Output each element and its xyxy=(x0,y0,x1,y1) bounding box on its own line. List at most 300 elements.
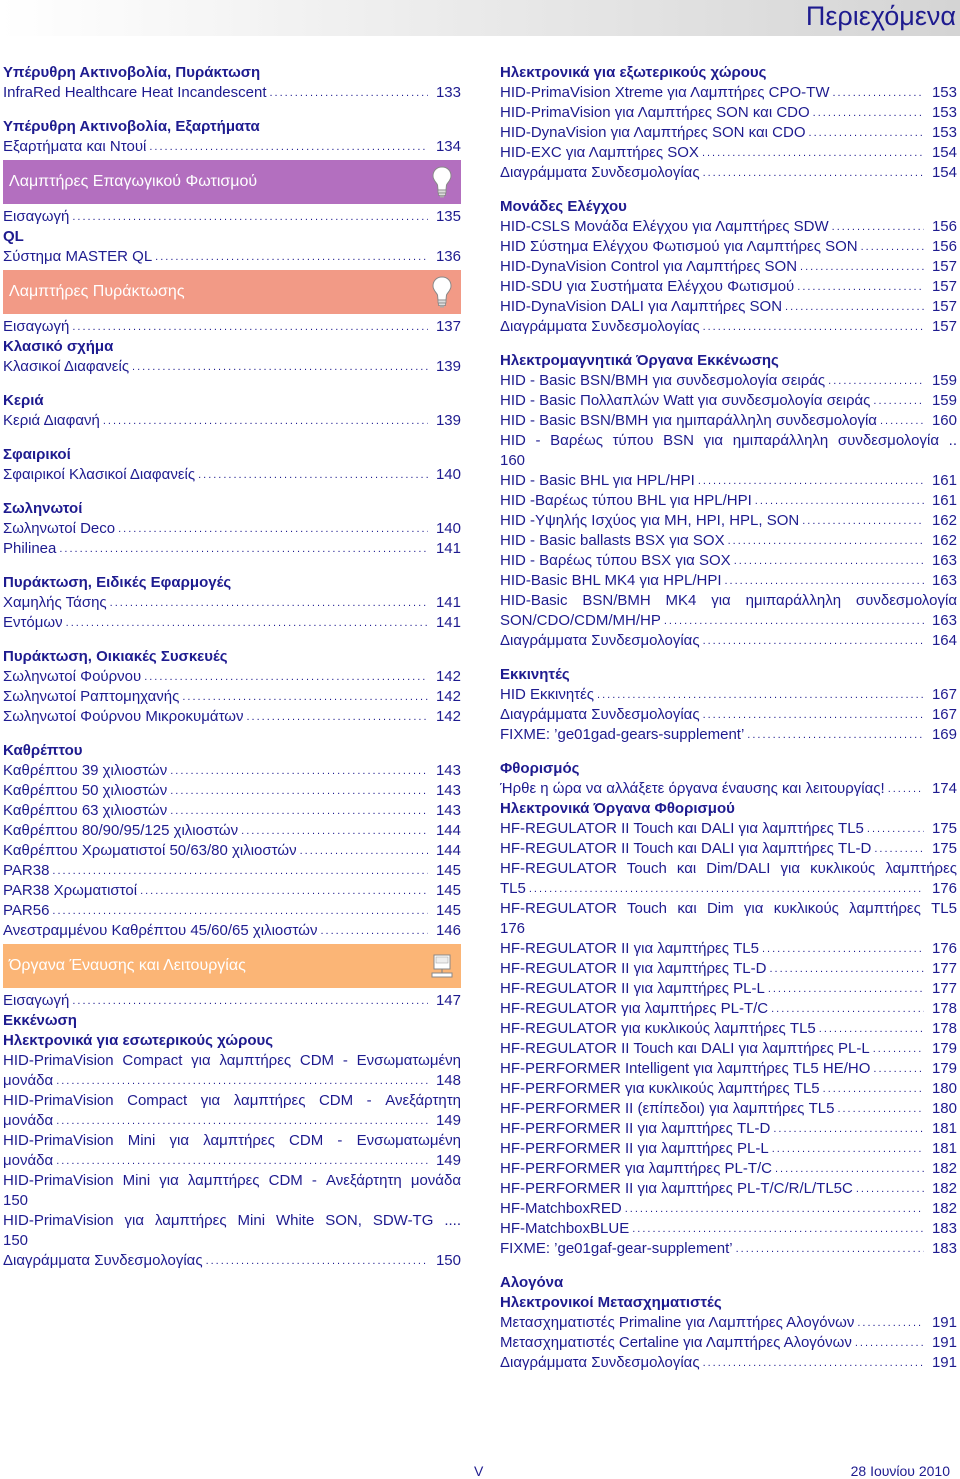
toc-entry-page: 143 xyxy=(435,762,461,779)
toc-entry-page: 153 xyxy=(931,84,957,101)
dot-leader xyxy=(118,519,428,539)
dot-leader xyxy=(785,297,924,317)
dot-leader xyxy=(819,1019,924,1039)
dot-leader xyxy=(59,539,428,559)
toc-entry[interactable] xyxy=(500,551,957,571)
dot-leader xyxy=(52,861,428,881)
toc-entry[interactable] xyxy=(500,779,957,799)
toc-entry-page: 182 xyxy=(931,1180,957,1197)
dot-leader xyxy=(800,257,924,277)
toc-entry-title: FIXME: ’ge01gad-gears-supplement’ xyxy=(500,726,745,743)
dot-leader xyxy=(703,705,924,725)
toc-entry-wrapped-line[interactable]: HID - Βαρέως τύπου BSN για ημιπαράλληλη συνδεσμολογία .. xyxy=(500,432,957,449)
dot-leader xyxy=(703,631,924,651)
toc-entry[interactable] xyxy=(500,1139,957,1159)
toc-entry-title: HID-PrimaVision για Λαμπτήρες SON και CDO xyxy=(500,104,810,121)
chapter-band[interactable] xyxy=(3,270,461,314)
toc-entry[interactable] xyxy=(500,531,957,551)
section-heading: Υπέρυθρη Ακτινοβολία, Εξαρτήματα xyxy=(3,118,260,135)
toc-entry-title: HF-REGULATOR II για λαμπτήρες TL-D xyxy=(500,960,767,977)
toc-entry-title: HID-SDU για Συστήματα Ελέγχου Φωτισμού xyxy=(500,278,795,295)
toc-left-column xyxy=(3,63,461,1271)
toc-entry-page: 163 xyxy=(931,552,957,569)
toc-entry-title: PAR38 Χρωματιστοί xyxy=(3,882,138,899)
dot-leader xyxy=(813,103,924,123)
toc-entry[interactable] xyxy=(3,137,461,157)
toc-entry-page: 149 xyxy=(435,1152,461,1169)
section-heading: Σωληνωτοί xyxy=(3,500,83,517)
toc-entry[interactable] xyxy=(500,1179,957,1199)
toc-entry-title: HF-REGULATOR για κυκλικούς λαμπτήρες TL5 xyxy=(500,1020,816,1037)
toc-entry-title: HID - Basic ballasts BSX για SOX xyxy=(500,532,725,549)
toc-entry[interactable] xyxy=(3,317,461,337)
toc-entry-page: 141 xyxy=(435,614,461,631)
toc-entry[interactable] xyxy=(500,879,957,899)
toc-entry-title: HID Εκκινητές xyxy=(500,686,595,703)
toc-entry-title: Καθρέπτου 80/90/95/125 χιλιοστών xyxy=(3,822,239,839)
dot-leader xyxy=(736,1239,924,1259)
dot-leader xyxy=(888,779,924,799)
dot-leader xyxy=(856,1179,924,1199)
toc-entry[interactable] xyxy=(3,593,461,613)
dot-leader xyxy=(728,531,924,551)
toc-entry[interactable] xyxy=(500,1159,957,1179)
toc-entry-title: SON/CDO/CDM/MH/HP xyxy=(500,612,661,629)
toc-entry-title: Διαγράμματα Συνδεσμολογίας xyxy=(3,1252,203,1269)
toc-entry-page: 163 xyxy=(931,572,957,589)
toc-entry[interactable] xyxy=(3,1071,461,1091)
toc-entry[interactable] xyxy=(500,1099,957,1119)
page-number: V xyxy=(474,1463,484,1479)
toc-entry[interactable] xyxy=(500,1239,957,1259)
dot-leader xyxy=(861,237,924,257)
toc-entry-title: HID-CSLS Μονάδα Ελέγχου για Λαμπτήρες SDW xyxy=(500,218,829,235)
toc-entry-title: HF-PERFORMER για κυκλικούς λαμπτήρες TL5 xyxy=(500,1080,820,1097)
dot-leader xyxy=(52,901,428,921)
toc-entry[interactable] xyxy=(500,1219,957,1239)
toc-entry-page: 160 xyxy=(931,412,957,429)
toc-entry[interactable] xyxy=(3,861,461,881)
toc-entry-title: HID-DynaVision DALI για Λαμπτήρες SON xyxy=(500,298,783,315)
light-bulb-icon xyxy=(429,164,455,200)
toc-entry-wrapped-line[interactable]: HID-PrimaVision Mini για λαμπτήρες CDM - Ανεξάρτητη μονάδα xyxy=(3,1172,461,1189)
toc-entry-page: 162 xyxy=(931,532,957,549)
toc-entry-title: HF-MatchboxRED xyxy=(500,1200,622,1217)
toc-entry[interactable] xyxy=(500,839,957,859)
toc-entry-title: Ήρθε η ώρα να αλλάξετε όργανα έναυσης και λειτουργίας! xyxy=(500,780,885,797)
toc-entry[interactable] xyxy=(3,357,461,377)
toc-entry-title: HID - Basic BHL για HPL/HPI xyxy=(500,472,695,489)
toc-entry-page: 162 xyxy=(931,512,957,529)
toc-entry-title: Κλασικοί Διαφανείς xyxy=(3,358,130,375)
dot-leader xyxy=(773,1119,924,1139)
toc-entry[interactable] xyxy=(3,465,461,485)
toc-entry-title: HID-DynaVision Control για Λαμπτήρες SON xyxy=(500,258,798,275)
toc-entry[interactable] xyxy=(500,411,957,431)
toc-entry-title: FIXME: ’ge01gaf-gear-supplement’ xyxy=(500,1240,733,1257)
spacer xyxy=(500,745,957,759)
dot-leader xyxy=(632,1219,924,1239)
spacer xyxy=(500,183,957,197)
spacer xyxy=(3,485,461,499)
toc-entry-page: 154 xyxy=(931,144,957,161)
toc-entry[interactable] xyxy=(500,725,957,745)
toc-entry[interactable] xyxy=(3,781,461,801)
dot-leader xyxy=(149,137,428,157)
toc-entry[interactable] xyxy=(500,979,957,999)
toc-entry-page: 141 xyxy=(435,540,461,557)
dot-leader xyxy=(56,1071,428,1091)
spacer xyxy=(3,633,461,647)
dot-leader xyxy=(597,685,924,705)
toc-entry-page: 147 xyxy=(435,992,461,1009)
dot-leader xyxy=(755,491,924,511)
toc-entry-title: HID-Basic BHL MK4 για HPL/HPI xyxy=(500,572,722,589)
dot-leader xyxy=(170,761,428,781)
dot-leader xyxy=(768,979,924,999)
toc-entry-page: 164 xyxy=(931,632,957,649)
toc-entry-page: 167 xyxy=(931,706,957,723)
toc-entry-page: 140 xyxy=(435,466,461,483)
toc-entry-page: 145 xyxy=(435,882,461,899)
section-heading: Σφαιρικοί xyxy=(3,446,71,463)
dot-leader xyxy=(170,801,428,821)
toc-entry-title: HF-PERFORMER II για λαμπτήρες PL-L xyxy=(500,1140,769,1157)
toc-entry-title: Σωληνωτοί Ραπτομηχανής xyxy=(3,688,180,705)
toc-entry[interactable] xyxy=(500,1353,957,1373)
toc-entry-page: 159 xyxy=(931,392,957,409)
toc-entry[interactable] xyxy=(3,841,461,861)
toc-entry[interactable] xyxy=(3,247,461,267)
toc-entry-title: PAR38 xyxy=(3,862,50,879)
toc-entry[interactable] xyxy=(3,881,461,901)
spacer xyxy=(500,1259,957,1273)
toc-entry[interactable] xyxy=(500,83,957,103)
toc-entry[interactable] xyxy=(500,491,957,511)
toc-entry-page: 153 xyxy=(931,124,957,141)
toc-entry[interactable] xyxy=(500,939,957,959)
dot-leader xyxy=(762,939,924,959)
section-heading: Μονάδες Ελέγχου xyxy=(500,198,627,215)
dot-leader xyxy=(703,1353,924,1373)
toc-entry-page: 159 xyxy=(931,372,957,389)
toc-entry-page: 142 xyxy=(435,668,461,685)
toc-entry-page: 178 xyxy=(931,1020,957,1037)
toc-entry-page: 178 xyxy=(931,1000,957,1017)
toc-entry[interactable] xyxy=(3,761,461,781)
toc-entry-page: 144 xyxy=(435,822,461,839)
toc-entry-page: 163 xyxy=(931,612,957,629)
toc-entry-title: HF-REGULATOR II για λαμπτήρες TL5 xyxy=(500,940,759,957)
toc-entry[interactable] xyxy=(3,991,461,1011)
toc-entry[interactable] xyxy=(3,83,461,103)
toc-entry[interactable] xyxy=(500,1079,957,1099)
toc-entry-page: 145 xyxy=(435,902,461,919)
toc-entry-title: μονάδα xyxy=(3,1152,54,1169)
toc-entry-title: Διαγράμματα Συνδεσμολογίας xyxy=(500,318,700,335)
toc-entry[interactable] xyxy=(500,371,957,391)
dot-leader xyxy=(702,143,924,163)
toc-entry-page: 167 xyxy=(931,686,957,703)
toc-entry-title: HF-REGULATOR II Touch και DALI για λαμπτήρες TL-D xyxy=(500,840,872,857)
toc-entry[interactable] xyxy=(500,511,957,531)
toc-entry[interactable] xyxy=(500,999,957,1019)
dot-leader xyxy=(206,1251,428,1271)
dot-leader xyxy=(867,819,924,839)
dot-leader xyxy=(771,999,924,1019)
toc-entry-title: HF-PERFORMER Intelligent για λαμπτήρες TL5 HE/HO xyxy=(500,1060,871,1077)
chapter-title: Όργανα Έναυσης και Λειτουργίας xyxy=(9,957,246,974)
toc-entry[interactable] xyxy=(3,801,461,821)
toc-entry-title: Εντόμων xyxy=(3,614,63,631)
toc-entry[interactable] xyxy=(500,705,957,725)
toc-entry-title: HID-EXC για Λαμπτήρες SOX xyxy=(500,144,699,161)
toc-entry-title: Σωληνωτοί Deco xyxy=(3,520,116,537)
toc-entry-page: 133 xyxy=(435,84,461,101)
toc-entry-page: 180 xyxy=(931,1080,957,1097)
toc-entry-page: 179 xyxy=(931,1040,957,1057)
toc-entry-page: 146 xyxy=(435,922,461,939)
spacer xyxy=(500,337,957,351)
toc-entry-title: Καθρέπτου Χρωματιστοί 50/63/80 χιλιοστών xyxy=(3,842,297,859)
dot-leader xyxy=(72,207,428,227)
dot-leader xyxy=(747,725,924,745)
toc-entry[interactable] xyxy=(3,207,461,227)
dot-leader xyxy=(797,277,924,297)
toc-entry[interactable] xyxy=(500,1119,957,1139)
dot-leader xyxy=(828,371,924,391)
toc-entry[interactable] xyxy=(500,103,957,123)
toc-entry-title: Καθρέπτου 63 χιλιοστών xyxy=(3,802,168,819)
section-heading: Αλογόνα xyxy=(500,1274,564,1291)
toc-entry[interactable] xyxy=(500,391,957,411)
toc-entry[interactable] xyxy=(3,1151,461,1171)
toc-entry-title: Διαγράμματα Συνδεσμολογίας xyxy=(500,1354,700,1371)
toc-entry-title: Ανεστραμμένου Καθρέπτου 45/60/65 χιλιοστών xyxy=(3,922,318,939)
chapter-band[interactable] xyxy=(3,944,461,988)
spacer xyxy=(3,431,461,445)
toc-entry-page-line[interactable]: 150 xyxy=(3,1232,29,1249)
dot-leader xyxy=(874,839,924,859)
page-title: Περιεχόμενα xyxy=(0,0,960,36)
toc-entry-title: HID Σύστημα Ελέγχου Φωτισμού για Λαμπτήρες SON xyxy=(500,238,858,255)
toc-entry-page: 157 xyxy=(931,298,957,315)
toc-entry-wrapped-line[interactable]: HID-PrimaVision για λαμπτήρες Mini White SON, SDW-TG .... xyxy=(3,1212,461,1229)
dot-leader xyxy=(698,471,924,491)
toc-entry-wrapped-line[interactable]: HF-REGULATOR Touch και Dim/DALI για κυκλικούς λαμπτήρες xyxy=(500,860,957,877)
toc-entry-title: Διαγράμματα Συνδεσμολογίας xyxy=(500,164,700,181)
toc-entry-page: 140 xyxy=(435,520,461,537)
dot-leader xyxy=(880,411,924,431)
toc-entry-page: 143 xyxy=(435,782,461,799)
toc-entry-title: HID -Υψηλής Ισχύος για MH, HPI, HPL, SON xyxy=(500,512,800,529)
toc-entry[interactable] xyxy=(500,685,957,705)
toc-entry-page-line[interactable]: 150 xyxy=(3,1192,29,1209)
toc-entry-page: 145 xyxy=(435,862,461,879)
dot-leader xyxy=(300,841,428,861)
chapter-band[interactable] xyxy=(3,160,461,204)
dot-leader xyxy=(72,991,428,1011)
dot-leader xyxy=(247,707,429,727)
dot-leader xyxy=(775,1159,924,1179)
dot-leader xyxy=(703,317,924,337)
toc-entry[interactable] xyxy=(500,959,957,979)
dot-leader xyxy=(241,821,428,841)
toc-entry[interactable] xyxy=(3,821,461,841)
dot-leader xyxy=(625,1199,924,1219)
toc-entry[interactable] xyxy=(3,921,461,941)
section-heading: Ηλεκτρονικά για εσωτερικούς χώρους xyxy=(3,1032,274,1049)
toc-entry-wrapped-line[interactable]: HID-Basic BSN/BMH MK4 για ημιπαράλληλη συνδεσμολογία xyxy=(500,592,957,609)
toc-entry-page: 177 xyxy=(931,960,957,977)
dot-leader xyxy=(529,879,924,899)
spacer xyxy=(500,651,957,665)
toc-entry[interactable] xyxy=(500,819,957,839)
toc-entry[interactable] xyxy=(500,217,957,237)
dot-leader xyxy=(320,921,428,941)
toc-entry-page: 137 xyxy=(435,318,461,335)
toc-entry-wrapped-line[interactable]: HID-PrimaVision Compact για λαμπτήρες CDM - Ενσωματωμένη xyxy=(3,1052,461,1069)
toc-entry-page: 136 xyxy=(435,248,461,265)
toc-entry[interactable] xyxy=(500,1199,957,1219)
toc-entry-title: HF-PERFORMER για λαμπτήρες PL-T/C xyxy=(500,1160,772,1177)
toc-entry-title: Εισαγωγή xyxy=(3,992,70,1009)
dot-leader xyxy=(703,163,924,183)
toc-entry-page: 142 xyxy=(435,708,461,725)
toc-entry-title: Εισαγωγή xyxy=(3,318,70,335)
toc-entry-page: 174 xyxy=(931,780,957,797)
toc-entry-wrapped-line[interactable]: HID-PrimaVision Mini για λαμπτήρες CDM - Ενσωματωμένη xyxy=(3,1132,461,1149)
toc-entry-title: HID - Basic Πολλαπλών Watt για συνδεσμολογία σειράς xyxy=(500,392,871,409)
toc-entry-page: 144 xyxy=(435,842,461,859)
dot-leader xyxy=(110,593,428,613)
section-heading: Φθορισμός xyxy=(500,760,580,777)
toc-entry-title: HID-DynaVision για Λαμπτήρες SON και CDO xyxy=(500,124,806,141)
toc-entry-title: Μετασχηματιστές Primaline για Λαμπτήρες Αλογόνων xyxy=(500,1314,855,1331)
dot-leader xyxy=(103,411,428,431)
dot-leader xyxy=(725,571,925,591)
toc-entry[interactable] xyxy=(500,237,957,257)
toc-entry[interactable] xyxy=(500,611,957,631)
dot-leader xyxy=(270,83,429,103)
toc-entry-page: 154 xyxy=(931,164,957,181)
toc-entry[interactable] xyxy=(500,123,957,143)
dot-leader xyxy=(832,217,924,237)
toc-entry-title: HF-PERFORMER II (επίπεδοι) για λαμπτήρες TL5 xyxy=(500,1100,835,1117)
toc-entry-title: Μετασχηματιστές Certaline για Λαμπτήρες Αλογόνων xyxy=(500,1334,852,1351)
toc-entry-page: 182 xyxy=(931,1200,957,1217)
toc-entry-wrapped-line[interactable]: HID-PrimaVision Compact για λαμπτήρες CDM - Ανεξάρτητη xyxy=(3,1092,461,1109)
dot-leader xyxy=(198,465,428,485)
spacer xyxy=(3,103,461,117)
toc-entry-page: 161 xyxy=(931,492,957,509)
toc-entry[interactable] xyxy=(3,687,461,707)
section-heading: Κλασικό σχήμα xyxy=(3,338,114,355)
toc-entry-page: 156 xyxy=(931,218,957,235)
toc-entry-page: 191 xyxy=(931,1354,957,1371)
toc-entry[interactable] xyxy=(3,613,461,633)
toc-entry[interactable] xyxy=(500,317,957,337)
dot-leader xyxy=(772,1139,924,1159)
toc-entry-title: TL5 xyxy=(500,880,526,897)
toc-entry-title: HF-PERFORMER II για λαμπτήρες TL-D xyxy=(500,1120,771,1137)
toc-entry-title: Σωληνωτοί Φούρνου Μικροκυμάτων xyxy=(3,708,244,725)
toc-entry[interactable] xyxy=(500,163,957,183)
dot-leader xyxy=(734,551,924,571)
toc-entry-page: 177 xyxy=(931,980,957,997)
dot-leader xyxy=(833,83,925,103)
toc-entry-page: 135 xyxy=(435,208,461,225)
footer-date: 28 Ιουνίου 2010 xyxy=(850,1463,950,1479)
toc-entry-page-line[interactable]: 176 xyxy=(500,920,526,937)
toc-entry[interactable] xyxy=(500,1333,957,1353)
toc-entry[interactable] xyxy=(500,277,957,297)
toc-entry-page: 157 xyxy=(931,278,957,295)
toc-entry[interactable] xyxy=(3,411,461,431)
toc-entry-page: 191 xyxy=(931,1314,957,1331)
toc-entry-title: HF-REGULATOR II Touch και DALI για λαμπτήρες PL-L xyxy=(500,1040,870,1057)
toc-entry-page: 150 xyxy=(435,1252,461,1269)
toc-entry-page: 134 xyxy=(435,138,461,155)
toc-entry-page: 180 xyxy=(931,1100,957,1117)
toc-entry-title: Philinea xyxy=(3,540,57,557)
toc-entry[interactable] xyxy=(500,1039,957,1059)
toc-entry-page: 142 xyxy=(435,688,461,705)
toc-entry[interactable] xyxy=(500,631,957,651)
toc-entry[interactable] xyxy=(3,1111,461,1131)
toc-entry-page: 143 xyxy=(435,802,461,819)
dot-leader xyxy=(873,1059,924,1079)
section-heading: QL xyxy=(3,228,24,245)
toc-entry[interactable] xyxy=(3,519,461,539)
toc-entry[interactable] xyxy=(500,297,957,317)
toc-entry-page: 157 xyxy=(931,318,957,335)
toc-entry-page: 139 xyxy=(435,412,461,429)
toc-entry[interactable] xyxy=(500,143,957,163)
toc-entry-title: Καθρέπτου 39 χιλιοστών xyxy=(3,762,168,779)
toc-entry[interactable] xyxy=(3,901,461,921)
dot-leader xyxy=(66,613,428,633)
spacer xyxy=(3,377,461,391)
section-heading: Κεριά xyxy=(3,392,44,409)
toc-entry-page: 141 xyxy=(435,594,461,611)
dot-leader xyxy=(802,511,924,531)
toc-entry-page: 179 xyxy=(931,1060,957,1077)
toc-entry-page-line[interactable]: 160 xyxy=(500,452,526,469)
section-heading: Ηλεκτρονικά για εξωτερικούς χώρους xyxy=(500,64,767,81)
dot-leader xyxy=(72,317,428,337)
toc-entry-wrapped-line[interactable]: HF-REGULATOR Touch και Dim για κυκλικούς λαμπτήρες TL5 xyxy=(500,900,957,917)
toc-entry[interactable] xyxy=(500,571,957,591)
toc-entry[interactable] xyxy=(3,539,461,559)
section-heading: Πυράκτωση, Οικιακές Συσκευές xyxy=(3,648,228,665)
toc-entry[interactable] xyxy=(500,471,957,491)
toc-entry-title: HF-MatchboxBLUE xyxy=(500,1220,630,1237)
toc-entry-title: HID - Βαρέως τύπου BSX για SOX xyxy=(500,552,731,569)
toc-entry[interactable] xyxy=(500,1313,957,1333)
toc-entry[interactable] xyxy=(500,257,957,277)
toc-entry[interactable] xyxy=(3,707,461,727)
toc-entry[interactable] xyxy=(3,1251,461,1271)
toc-entry-title: Διαγράμματα Συνδεσμολογίας xyxy=(500,706,700,723)
toc-entry-page: 153 xyxy=(931,104,957,121)
dot-leader xyxy=(155,247,428,267)
toc-entry[interactable] xyxy=(500,1059,957,1079)
toc-entry-page: 181 xyxy=(931,1120,957,1137)
toc-entry[interactable] xyxy=(500,1019,957,1039)
toc-entry-page: 176 xyxy=(931,880,957,897)
toc-entry[interactable] xyxy=(3,667,461,687)
